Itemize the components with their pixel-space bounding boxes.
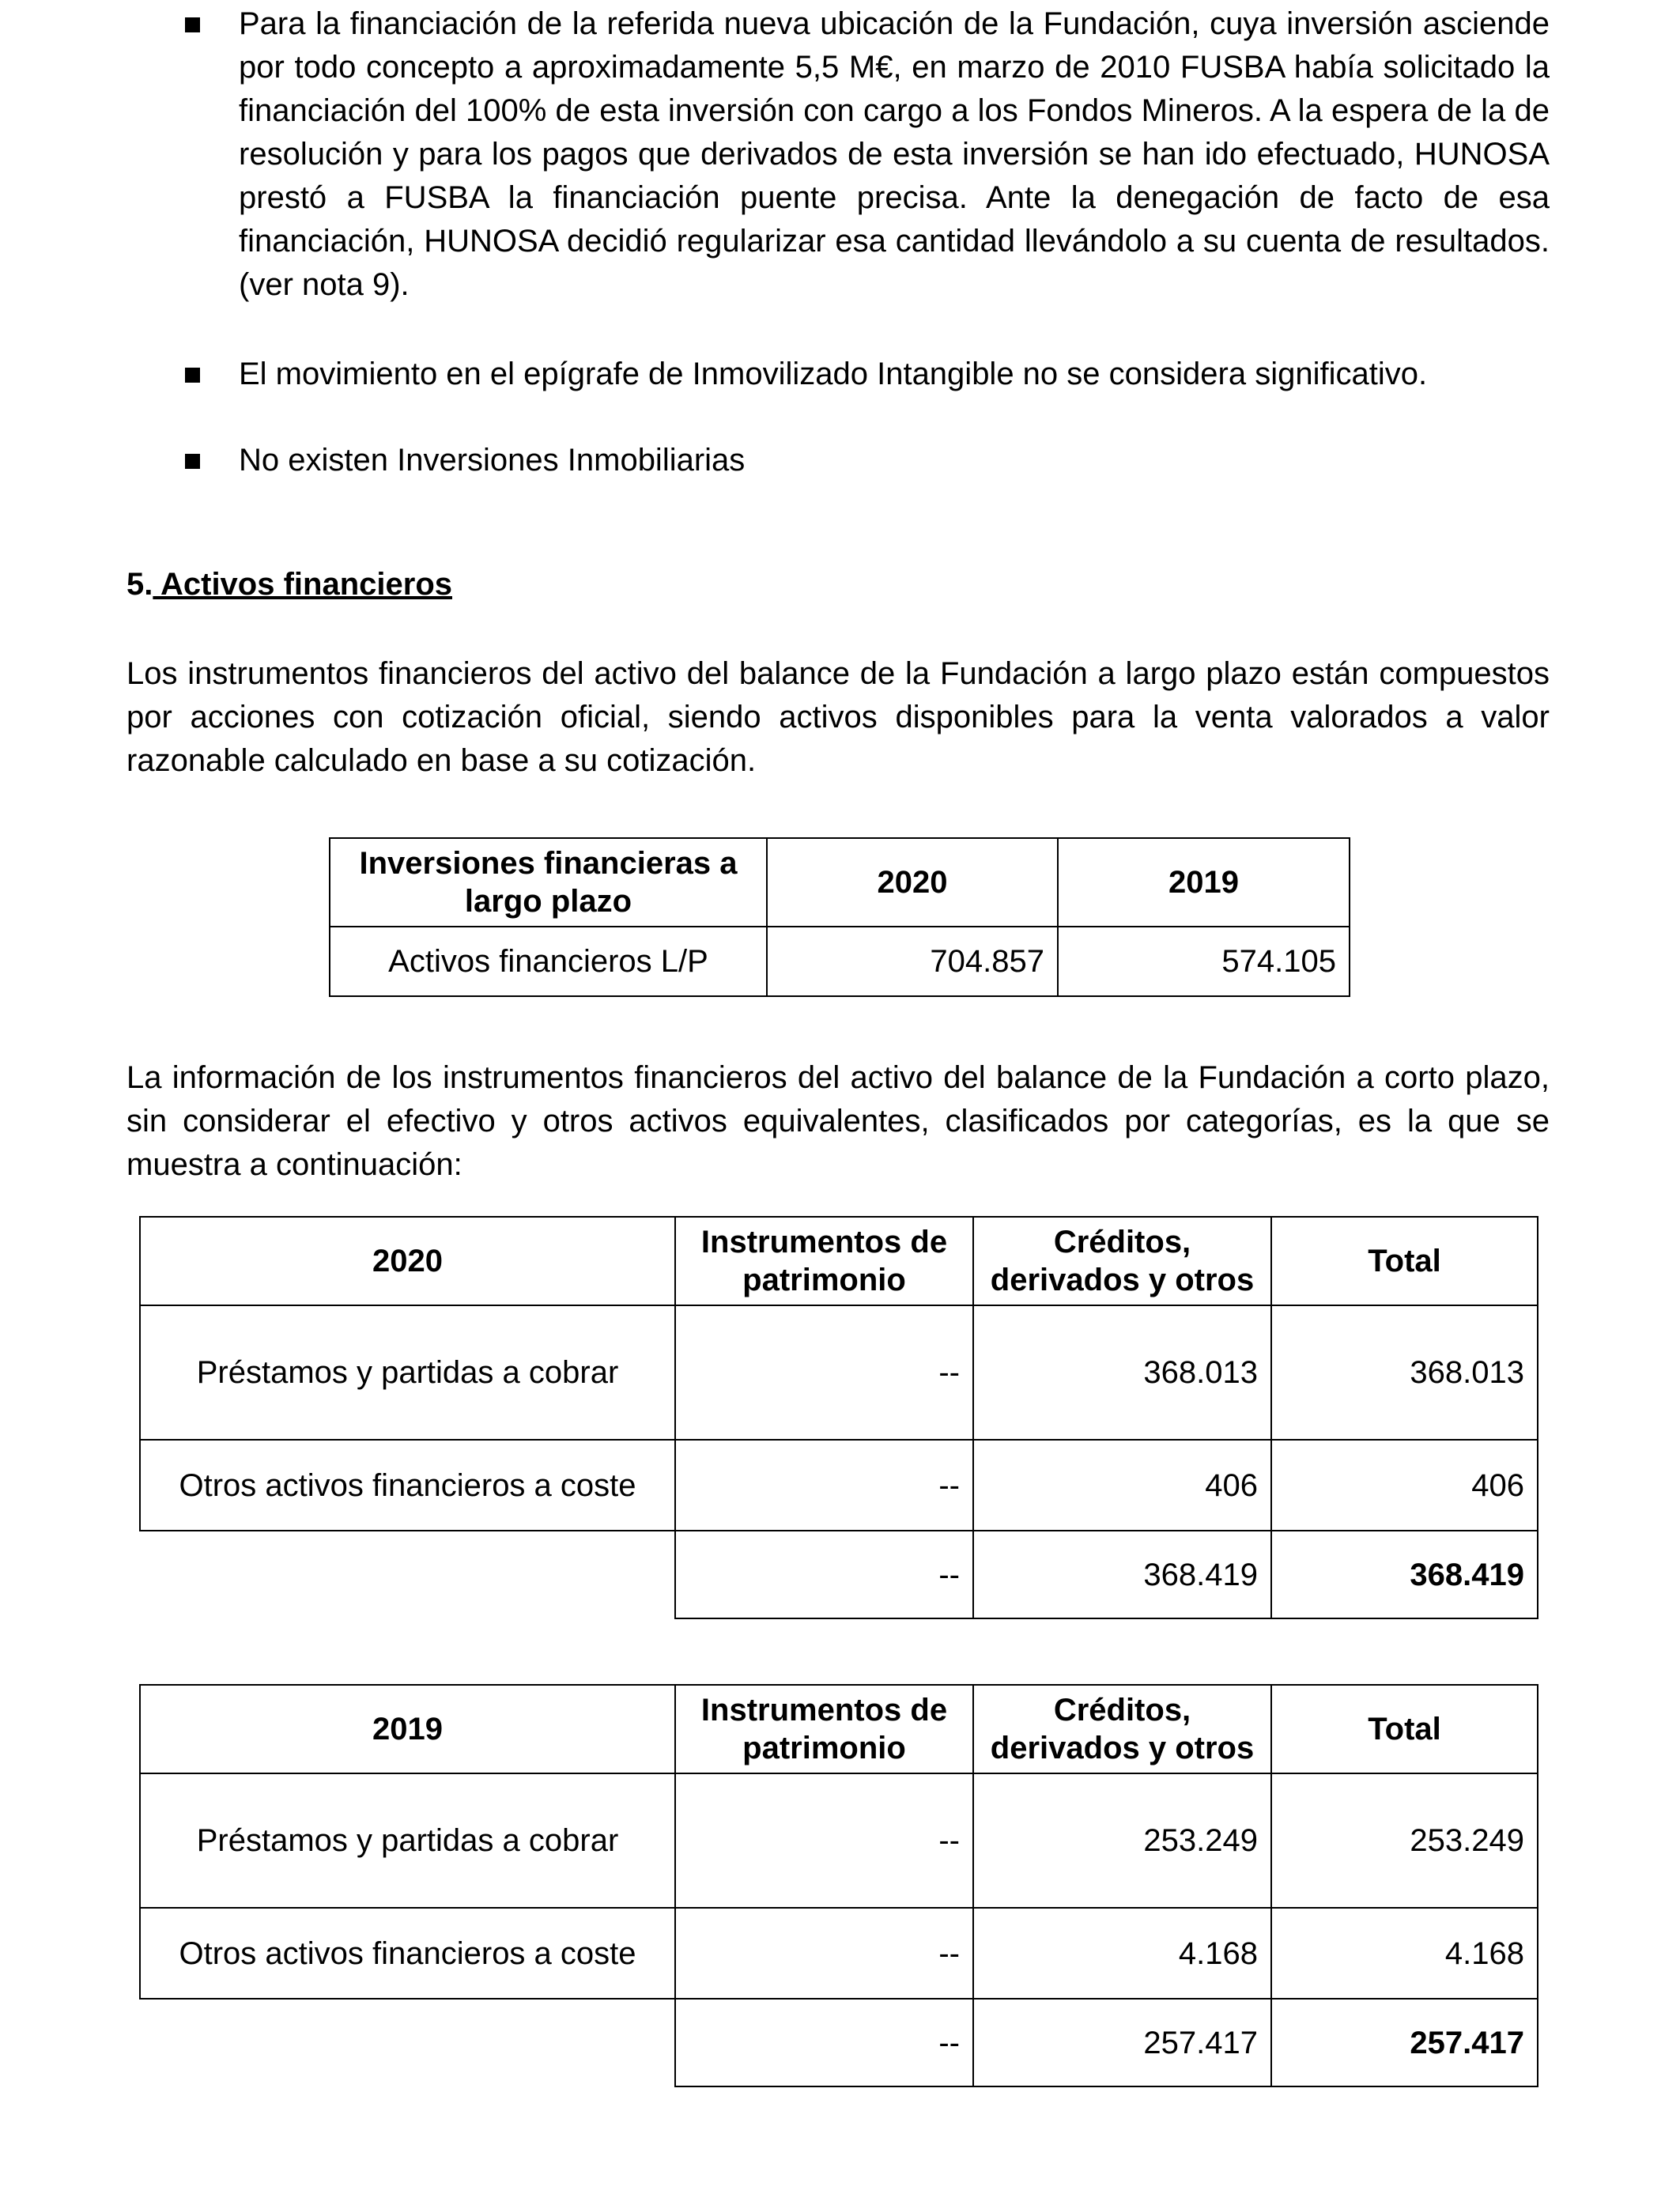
table-header-row [140, 1685, 1538, 1773]
header-cell: Instrumentos de patrimonio [675, 1685, 973, 1773]
table-row [140, 1305, 1538, 1440]
value-cell: 253.249 [1271, 1773, 1538, 1908]
value-cell: -- [675, 1908, 973, 1999]
header-cell: 2019 [1058, 838, 1350, 927]
row-label: Préstamos y partidas a cobrar [140, 1305, 675, 1440]
section-number: 5. [126, 567, 153, 602]
table-total-row [140, 1531, 1538, 1618]
table-total-row [140, 1999, 1538, 2086]
bullet-item-financing: Para la financiación de la referida nueva ubicación de la Fundación, cuya inversión asciende por todo concepto a aproximadamente 5,5 M€, en marzo de 2010 FUSBA había solicitado la financiación del 100% de esta inversión con cargo a los Fondos Mineros. A la espera de la de resolución y para los pagos que derivados de esta inversión se han ido efectuado, HUNOSA prestó a FUSBA la financiación puente precisa. Ante la denegación de facto de esa financiación, HUNOSA decidió regularizar esa cantidad llevándolo a su cuenta de resultados. (ver nota 9). [239, 6, 1550, 302]
grand-total-cell: 368.419 [1271, 1531, 1538, 1618]
row-label: Préstamos y partidas a cobrar [140, 1773, 675, 1908]
value-cell: 704.857 [767, 927, 1058, 996]
header-cell: Instrumentos de patrimonio [675, 1217, 973, 1305]
bullet-marker [185, 17, 200, 32]
table-row [140, 1440, 1538, 1531]
bullet-item-intangible: El movimiento en el epígrafe de Inmovilizado Intangible no se considera significativo. [239, 357, 1428, 391]
header-cell: Créditos, derivados y otros [973, 1217, 1271, 1305]
value-cell: 368.013 [973, 1305, 1271, 1440]
table-short-term-2020 [139, 1216, 1538, 1619]
value-cell: 406 [973, 1440, 1271, 1531]
value-cell: 368.013 [1271, 1305, 1538, 1440]
header-cell: Total [1271, 1685, 1538, 1773]
header-cell-year: 2019 [140, 1685, 675, 1773]
header-cell: Total [1271, 1217, 1538, 1305]
table-header-row [330, 838, 1350, 927]
value-cell: -- [675, 1531, 973, 1618]
header-cell: 2020 [767, 838, 1058, 927]
table-short-term-2019 [139, 1684, 1538, 2087]
header-cell-year: 2020 [140, 1217, 675, 1305]
value-cell: 406 [1271, 1440, 1538, 1531]
value-cell: -- [675, 1305, 973, 1440]
value-cell: -- [675, 1440, 973, 1531]
row-label: Otros activos financieros a coste [140, 1908, 675, 1999]
paragraph-long-term: Los instrumentos financieros del activo del balance de la Fundación a largo plazo están compuestos por acciones con cotización oficial, siendo activos disponibles para la venta valorados a valor razonable calculado en base a su cotización. [126, 656, 1550, 778]
table-header-row [140, 1217, 1538, 1305]
value-cell: 368.419 [973, 1531, 1271, 1618]
table-long-term-investments [329, 837, 1350, 997]
table-row [140, 1773, 1538, 1908]
value-cell: 574.105 [1058, 927, 1350, 996]
section-title: Activos financieros [153, 567, 452, 602]
header-cell: Créditos, derivados y otros [973, 1685, 1271, 1773]
table-row [330, 927, 1350, 996]
table-row [140, 1908, 1538, 1999]
paragraph-short-term: La información de los instrumentos financieros del activo del balance de la Fundación a corto plazo, sin considerar el efectivo y otros activos equivalentes, clasificados por categorías, es la que se muestra a continuación: [126, 1060, 1550, 1182]
value-cell: 253.249 [973, 1773, 1271, 1908]
value-cell: 4.168 [973, 1908, 1271, 1999]
bullet-marker [185, 454, 200, 469]
empty-cell [140, 1999, 675, 2086]
bullet-item-real-estate: No existen Inversiones Inmobiliarias [239, 443, 746, 478]
value-cell: 257.417 [973, 1999, 1271, 2086]
section-heading [126, 563, 452, 606]
row-label: Activos financieros L/P [330, 927, 767, 996]
empty-cell [140, 1531, 675, 1618]
grand-total-cell: 257.417 [1271, 1999, 1538, 2086]
value-cell: -- [675, 1773, 973, 1908]
value-cell: 4.168 [1271, 1908, 1538, 1999]
bullet-marker [185, 368, 200, 383]
row-label: Otros activos financieros a coste [140, 1440, 675, 1531]
value-cell: -- [675, 1999, 973, 2086]
header-cell: Inversiones financieras a largo plazo [330, 838, 767, 927]
